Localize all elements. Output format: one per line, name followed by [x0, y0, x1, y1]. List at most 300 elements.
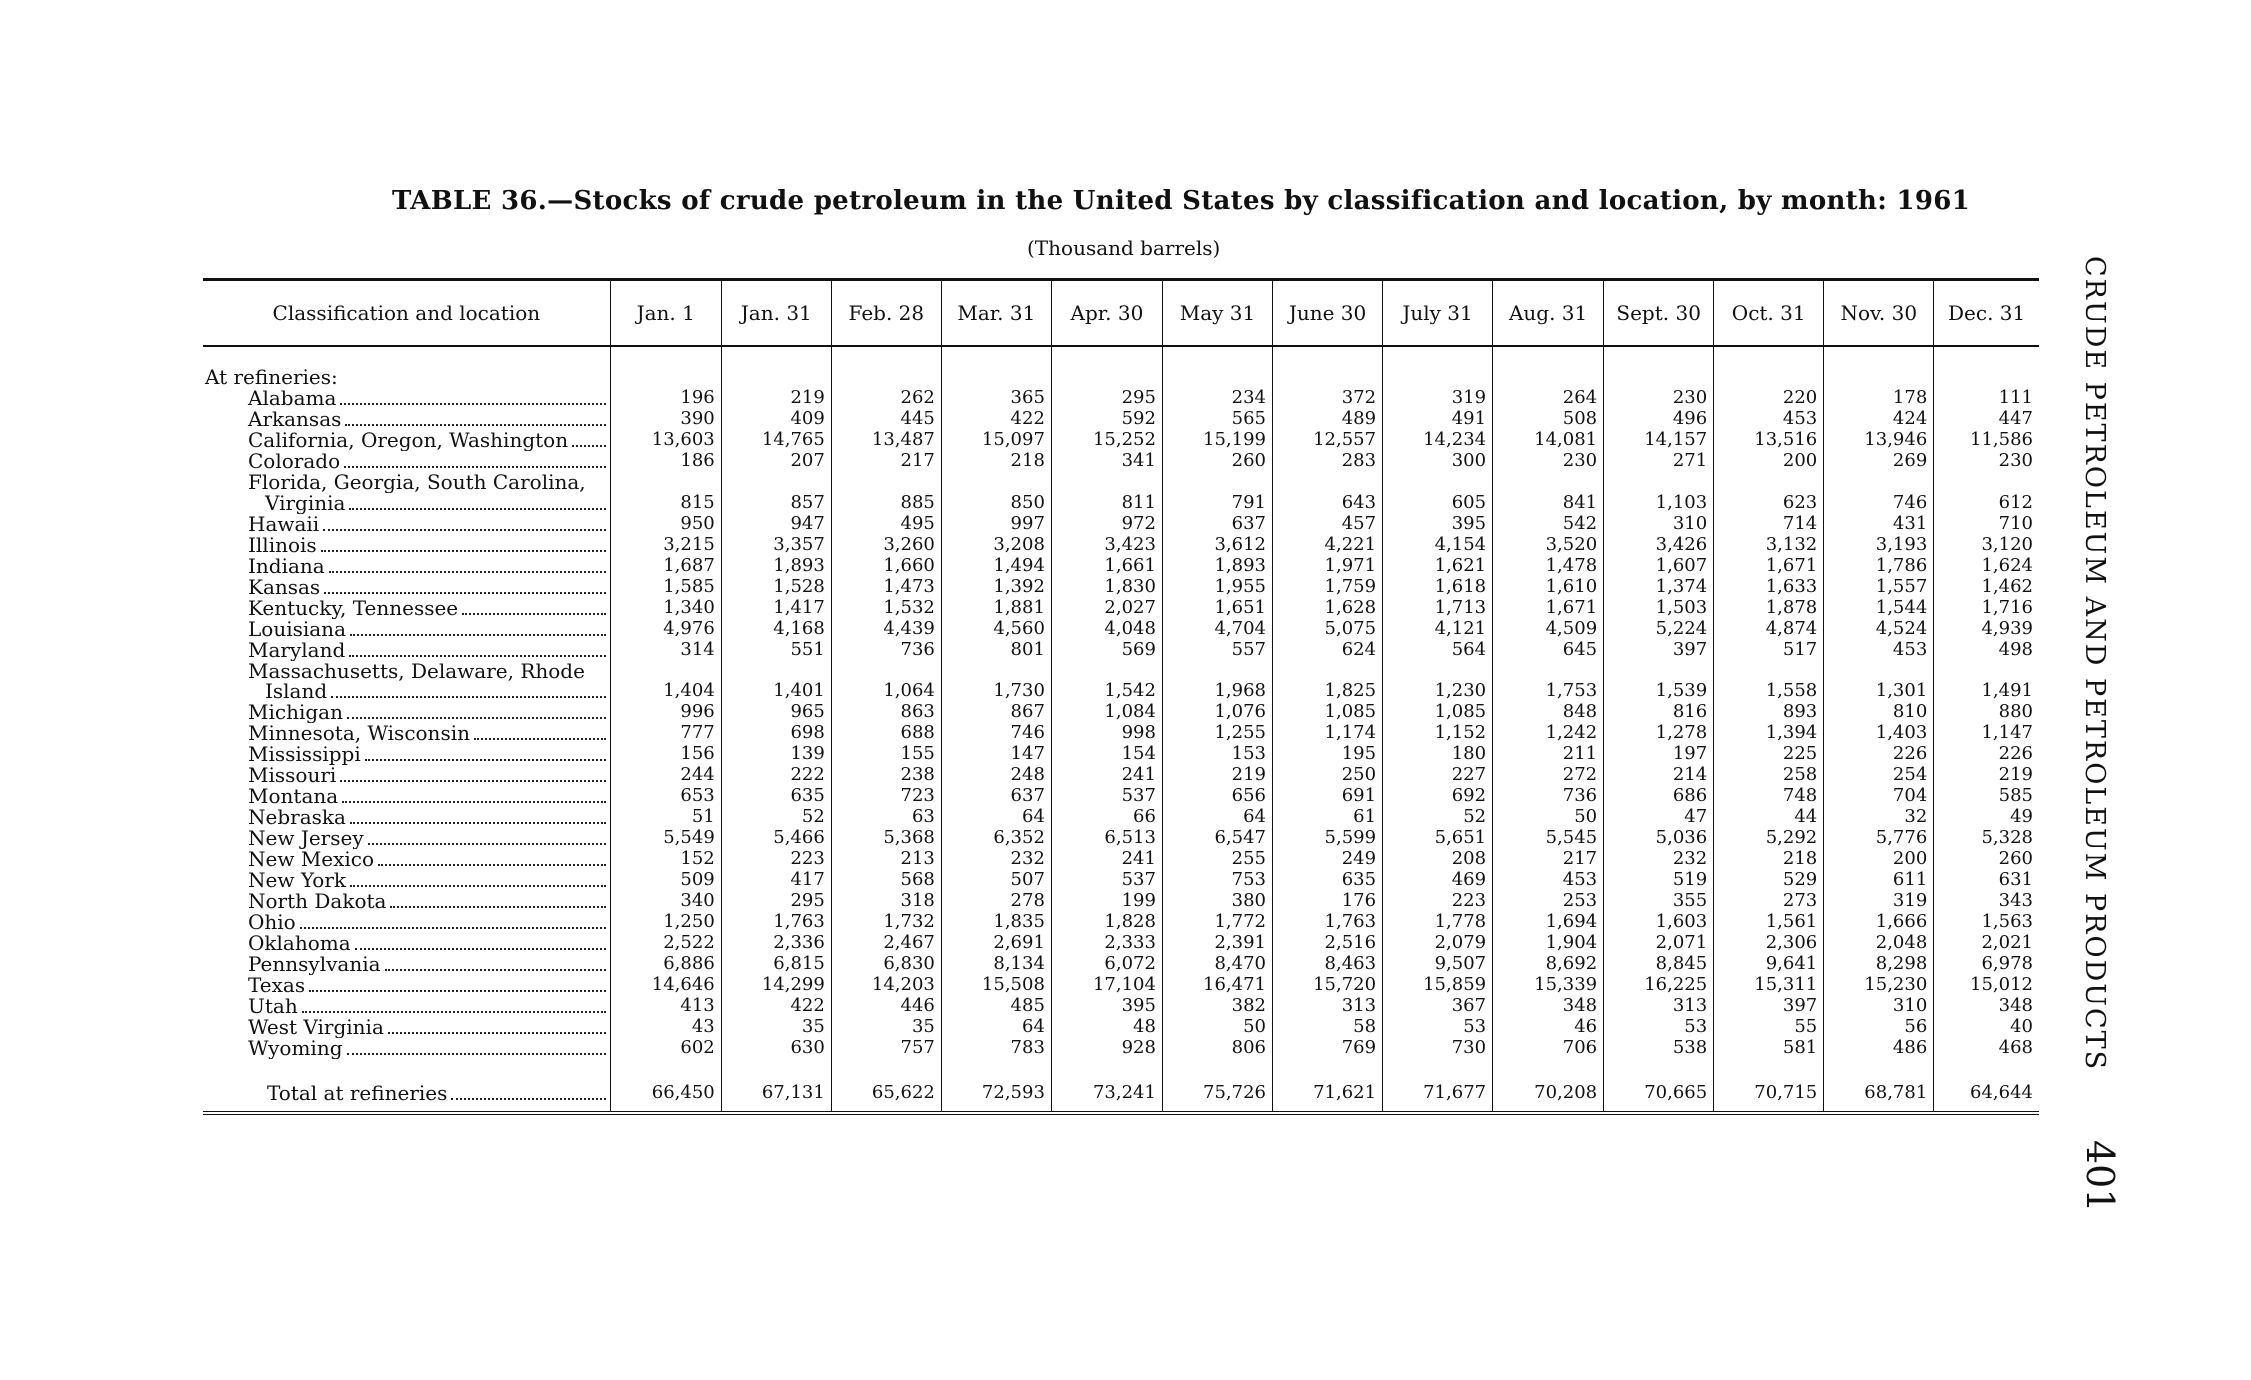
header-dec-31: Dec. 31	[1934, 280, 2039, 347]
table-cell: 14,157	[1604, 430, 1714, 451]
table-cell: 46	[1493, 1017, 1604, 1038]
table-cell: 1,603	[1604, 912, 1714, 933]
table-cell: 810	[1824, 702, 1934, 723]
row-label	[203, 723, 610, 744]
leader-dots	[324, 591, 606, 594]
table-row	[203, 430, 2039, 451]
table-cell: 147	[941, 744, 1051, 765]
table-cell: 53	[1604, 1017, 1714, 1038]
leader-dots	[451, 1097, 605, 1100]
table-cell: 445	[831, 409, 941, 430]
header-apr-30: Apr. 30	[1051, 280, 1162, 347]
table-cell: 746	[941, 723, 1051, 744]
table-cell: 468	[1934, 1038, 2039, 1059]
table-cell: 390	[610, 409, 721, 430]
side-caption: CRUDE PETROLEUM AND PETROLEUM PRODUCTS	[2079, 256, 2110, 1072]
table-cell: 1,633	[1714, 577, 1824, 598]
table-cell: 4,154	[1383, 535, 1493, 556]
section-heading-row	[203, 367, 2039, 388]
table-cell: 111	[1934, 388, 2039, 409]
table-cell: 557	[1162, 640, 1272, 661]
table-cell: 313	[1273, 996, 1383, 1017]
table-cell	[1934, 367, 2039, 388]
row-label	[203, 472, 610, 493]
table-cell: 1,618	[1383, 577, 1493, 598]
table-cell: 65,622	[831, 1069, 941, 1113]
table-cell: 1,076	[1162, 702, 1272, 723]
row-label-text: Arkansas	[248, 408, 342, 430]
table-cell: 1,716	[1934, 598, 2039, 619]
table-row	[203, 744, 2039, 765]
table-cell: 489	[1273, 409, 1383, 430]
table-cell: 1,401	[721, 681, 831, 702]
table-cell: 630	[721, 1038, 831, 1059]
table-cell: 4,168	[721, 619, 831, 640]
table-cell	[1051, 472, 1162, 493]
header-oct-31: Oct. 31	[1714, 280, 1824, 347]
table-cell: 453	[1824, 640, 1934, 661]
table-cell: 867	[941, 702, 1051, 723]
table-cell: 48	[1051, 1017, 1162, 1038]
table-cell	[610, 472, 721, 493]
table-cell: 612	[1934, 493, 2039, 514]
table-cell: 253	[1493, 891, 1604, 912]
table-cell: 35	[831, 1017, 941, 1038]
table-cell: 8,298	[1824, 954, 1934, 975]
table-row	[203, 786, 2039, 807]
table-cell	[1273, 661, 1383, 682]
table-cell: 1,404	[610, 681, 721, 702]
table-cell: 880	[1934, 702, 2039, 723]
table-cell: 380	[1162, 891, 1272, 912]
row-label	[203, 996, 610, 1017]
table-cell: 498	[1934, 640, 2039, 661]
row-label	[203, 1059, 610, 1069]
table-cell: 227	[1383, 765, 1493, 786]
table-cell: 50	[1162, 1017, 1272, 1038]
table-cell: 4,439	[831, 619, 941, 640]
table-cell: 186	[610, 451, 721, 472]
leader-dots	[355, 947, 606, 950]
row-label	[203, 598, 610, 619]
table-cell: 219	[1162, 765, 1272, 786]
table-cell	[610, 346, 721, 367]
row-label	[203, 367, 610, 388]
header-jan-1: Jan. 1	[610, 280, 721, 347]
table-cell: 3,423	[1051, 535, 1162, 556]
table-cell: 70,208	[1493, 1069, 1604, 1113]
table-cell: 1,830	[1051, 577, 1162, 598]
table-cell: 1,661	[1051, 556, 1162, 577]
table-cell	[1162, 1059, 1272, 1069]
row-label-text: Kentucky, Tennessee	[248, 597, 459, 619]
table-cell: 1,230	[1383, 681, 1493, 702]
table-cell: 300	[1383, 451, 1493, 472]
table-cell: 264	[1493, 388, 1604, 409]
row-label-text: Louisiana	[248, 618, 346, 640]
table-cell: 15,252	[1051, 430, 1162, 451]
table-cell: 496	[1604, 409, 1714, 430]
table-cell: 2,467	[831, 933, 941, 954]
table-cell: 1,394	[1714, 723, 1824, 744]
table-cell	[1604, 661, 1714, 682]
table-cell: 585	[1934, 786, 2039, 807]
row-label-text: California, Oregon, Washington	[248, 429, 569, 451]
table-cell: 1,713	[1383, 598, 1493, 619]
table-cell: 53	[1383, 1017, 1493, 1038]
table-cell: 1,610	[1493, 577, 1604, 598]
leader-dots	[388, 1031, 606, 1034]
table-cell	[1162, 661, 1272, 682]
table-cell: 6,886	[610, 954, 721, 975]
table-cell: 8,845	[1604, 954, 1714, 975]
table-cell: 1,392	[941, 577, 1051, 598]
table-cell: 219	[1934, 765, 2039, 786]
table-cell: 637	[1162, 514, 1272, 535]
table-cell: 249	[1273, 849, 1383, 870]
row-label-text: Missouri	[248, 765, 337, 787]
leader-dots	[474, 737, 606, 740]
table-row	[203, 1017, 2039, 1038]
row-label-text: Utah	[248, 996, 298, 1018]
table-cell: 714	[1714, 514, 1824, 535]
table-cell: 517	[1714, 640, 1824, 661]
row-label	[203, 493, 610, 514]
table-cell: 424	[1824, 409, 1934, 430]
table-cell: 72,593	[941, 1069, 1051, 1113]
table-cell: 17,104	[1051, 975, 1162, 996]
leader-dots	[331, 695, 606, 698]
table-cell: 4,509	[1493, 619, 1604, 640]
table-cell: 310	[1824, 996, 1934, 1017]
table-row	[203, 619, 2039, 640]
row-label	[203, 744, 610, 765]
row-label	[203, 807, 610, 828]
table-cell: 35	[721, 1017, 831, 1038]
table-cell: 4,939	[1934, 619, 2039, 640]
row-label	[203, 346, 610, 367]
table-row	[203, 996, 2039, 1017]
table-cell: 314	[610, 640, 721, 661]
table-cell: 4,524	[1824, 619, 1934, 640]
table-cell: 2,336	[721, 933, 831, 954]
table-cell: 686	[1604, 786, 1714, 807]
table-cell: 367	[1383, 996, 1493, 1017]
table-cell: 71,677	[1383, 1069, 1493, 1113]
table-cell: 214	[1604, 765, 1714, 786]
table-cell: 47	[1604, 807, 1714, 828]
leader-dots	[390, 905, 605, 908]
table-cell: 365	[941, 388, 1051, 409]
row-label-text: Alabama	[248, 387, 337, 409]
table-cell: 64	[941, 1017, 1051, 1038]
table-cell: 850	[941, 493, 1051, 514]
table-cell	[831, 661, 941, 682]
table-cell	[1051, 367, 1162, 388]
table-cell: 14,765	[721, 430, 831, 451]
table-cell: 67,131	[721, 1069, 831, 1113]
leader-dots	[321, 549, 606, 552]
table-cell: 260	[1162, 451, 1272, 472]
leader-dots	[347, 1052, 606, 1055]
row-label-text: Nebraska	[248, 807, 346, 829]
row-label	[203, 1038, 610, 1059]
table-cell: 318	[831, 891, 941, 912]
table-cell: 1,557	[1824, 577, 1934, 598]
row-label-text: Florida, Georgia, South Carolina,	[248, 471, 586, 493]
table-cell: 1,624	[1934, 556, 2039, 577]
table-cell: 1,687	[610, 556, 721, 577]
table-cell: 753	[1162, 870, 1272, 891]
table-cell: 71,621	[1273, 1069, 1383, 1113]
table-cell: 848	[1493, 702, 1604, 723]
table-cell: 64	[1162, 807, 1272, 828]
table-cell: 66	[1051, 807, 1162, 828]
table-cell	[1604, 1059, 1714, 1069]
table-cell: 508	[1493, 409, 1604, 430]
table-cell: 815	[610, 493, 721, 514]
header-june-30: June 30	[1273, 280, 1383, 347]
leader-dots	[349, 654, 605, 657]
table-cell	[1934, 1059, 2039, 1069]
table-cell: 691	[1273, 786, 1383, 807]
row-label-text: New Jersey	[248, 828, 364, 850]
table-cell: 1,301	[1824, 681, 1934, 702]
table-cell: 6,547	[1162, 828, 1272, 849]
table-cell: 232	[1604, 849, 1714, 870]
table-row	[203, 723, 2039, 744]
table-cell: 1,152	[1383, 723, 1493, 744]
table-cell	[721, 367, 831, 388]
table-cell: 199	[1051, 891, 1162, 912]
leader-dots	[300, 926, 606, 929]
table-cell: 13,516	[1714, 430, 1824, 451]
table-cell	[1273, 472, 1383, 493]
leader-dots	[329, 570, 606, 573]
table-cell: 341	[1051, 451, 1162, 472]
table-cell: 2,516	[1273, 933, 1383, 954]
leader-dots	[572, 444, 606, 447]
table-cell: 1,473	[831, 577, 941, 598]
table-cell: 14,203	[831, 975, 941, 996]
table-cell: 14,234	[1383, 430, 1493, 451]
table-cell: 51	[610, 807, 721, 828]
table-cell: 893	[1714, 702, 1824, 723]
table-cell: 605	[1383, 493, 1493, 514]
table-cell: 537	[1051, 870, 1162, 891]
table-row	[203, 451, 2039, 472]
table-cell: 3,208	[941, 535, 1051, 556]
table-cell: 1,825	[1273, 681, 1383, 702]
table-cell: 730	[1383, 1038, 1493, 1059]
row-label-text: North Dakota	[248, 891, 387, 913]
table-cell: 791	[1162, 493, 1272, 514]
table-cell: 4,874	[1714, 619, 1824, 640]
table-cell: 777	[610, 723, 721, 744]
table-cell	[1604, 346, 1714, 367]
table-cell: 568	[831, 870, 941, 891]
table-cell	[1162, 346, 1272, 367]
table-cell: 226	[1824, 744, 1934, 765]
table-cell: 611	[1824, 870, 1934, 891]
table-cell: 310	[1604, 514, 1714, 535]
table-cell: 225	[1714, 744, 1824, 765]
table-cell: 3,215	[610, 535, 721, 556]
table-cell: 5,549	[610, 828, 721, 849]
row-label-text: Montana	[248, 786, 339, 808]
table-cell	[1493, 1059, 1604, 1069]
table-cell	[1934, 661, 2039, 682]
row-label-text: At refineries:	[205, 367, 338, 388]
table-cell: 509	[610, 870, 721, 891]
table-cell: 1,732	[831, 912, 941, 933]
table-cell: 218	[941, 451, 1051, 472]
table-cell: 4,704	[1162, 619, 1272, 640]
table-cell	[1714, 367, 1824, 388]
table-cell: 2,048	[1824, 933, 1934, 954]
table-cell: 217	[1493, 849, 1604, 870]
table-cell: 1,103	[1604, 493, 1714, 514]
table-cell: 8,134	[941, 954, 1051, 975]
table-cell: 75,726	[1162, 1069, 1272, 1113]
table-cell: 1,893	[721, 556, 831, 577]
table-cell: 1,893	[1162, 556, 1272, 577]
table-cell: 152	[610, 849, 721, 870]
row-label-text: Mississippi	[248, 744, 361, 766]
table-cell: 1,763	[1273, 912, 1383, 933]
table-cell: 8,463	[1273, 954, 1383, 975]
header-jan-31: Jan. 31	[721, 280, 831, 347]
row-label-text: Minnesota, Wisconsin	[248, 723, 470, 745]
row-label	[203, 451, 610, 472]
table-cell: 295	[1051, 388, 1162, 409]
table-cell	[831, 367, 941, 388]
table-cell: 1,878	[1714, 598, 1824, 619]
leader-dots	[309, 989, 606, 992]
table-cell: 3,357	[721, 535, 831, 556]
table-cell: 180	[1383, 744, 1493, 765]
total-row	[203, 1069, 2039, 1113]
row-label	[203, 933, 610, 954]
table-cell: 495	[831, 514, 941, 535]
table-cell: 5,224	[1604, 619, 1714, 640]
table-cell: 998	[1051, 723, 1162, 744]
table-cell	[831, 346, 941, 367]
row-label-text: Massachusetts, Delaware, Rhode	[248, 660, 585, 682]
table-cell: 1,542	[1051, 681, 1162, 702]
table-cell: 255	[1162, 849, 1272, 870]
table-row	[203, 933, 2039, 954]
table-cell: 260	[1934, 849, 2039, 870]
row-label	[203, 786, 610, 807]
table-cell	[610, 367, 721, 388]
table-cell: 723	[831, 786, 941, 807]
table-cell	[721, 661, 831, 682]
table-cell: 4,976	[610, 619, 721, 640]
table-cell: 3,426	[1604, 535, 1714, 556]
table-cell: 13,946	[1824, 430, 1934, 451]
table-cell	[1493, 367, 1604, 388]
table-cell	[1493, 661, 1604, 682]
table-cell: 783	[941, 1038, 1051, 1059]
table-cell	[831, 1059, 941, 1069]
table-cell: 343	[1934, 891, 2039, 912]
table-cell: 748	[1714, 786, 1824, 807]
table-cell: 5,466	[721, 828, 831, 849]
table-cell: 602	[610, 1038, 721, 1059]
table-cell: 295	[721, 891, 831, 912]
table-row	[203, 514, 2039, 535]
table-cell: 4,560	[941, 619, 1051, 640]
table-cell	[1824, 472, 1934, 493]
table-cell: 422	[721, 996, 831, 1017]
table-cell: 2,071	[1604, 933, 1714, 954]
row-label	[203, 828, 610, 849]
table-cell: 6,815	[721, 954, 831, 975]
table-cell: 5,075	[1273, 619, 1383, 640]
leader-dots	[365, 758, 606, 761]
table-cell: 653	[610, 786, 721, 807]
table-cell: 319	[1824, 891, 1934, 912]
table-row	[203, 577, 2039, 598]
header-may-31: May 31	[1162, 280, 1272, 347]
table-cell: 6,352	[941, 828, 1051, 849]
table-cell: 153	[1162, 744, 1272, 765]
table-cell: 1,730	[941, 681, 1051, 702]
leader-dots	[349, 507, 605, 510]
table-cell: 44	[1714, 807, 1824, 828]
row-label	[203, 640, 610, 661]
table-cell: 710	[1934, 514, 2039, 535]
table-cell: 272	[1493, 765, 1604, 786]
page-number: 401	[2078, 1140, 2122, 1213]
table-cell: 1,064	[831, 681, 941, 702]
table-cell: 3,132	[1714, 535, 1824, 556]
table-cell: 200	[1824, 849, 1934, 870]
leader-dots	[302, 1010, 606, 1013]
table-cell: 43	[610, 1017, 721, 1038]
table-cell: 635	[721, 786, 831, 807]
table-cell: 1,242	[1493, 723, 1604, 744]
table-cell: 176	[1273, 891, 1383, 912]
table-cell: 637	[941, 786, 1051, 807]
table-cell: 592	[1051, 409, 1162, 430]
table-cell: 217	[831, 451, 941, 472]
table-cell: 2,333	[1051, 933, 1162, 954]
table-cell: 1,417	[721, 598, 831, 619]
table-cell: 1,651	[1162, 598, 1272, 619]
table-cell: 565	[1162, 409, 1272, 430]
row-label	[203, 954, 610, 975]
table-cell: 1,563	[1934, 912, 2039, 933]
table-cell: 519	[1604, 870, 1714, 891]
table-body	[203, 346, 2039, 1113]
table-cell	[1824, 661, 1934, 682]
table-row	[203, 493, 2039, 514]
table-cell: 1,250	[610, 912, 721, 933]
table-cell	[1824, 1059, 1934, 1069]
table-cell: 262	[831, 388, 941, 409]
table-cell: 1,666	[1824, 912, 1934, 933]
table-cell: 1,778	[1383, 912, 1493, 933]
table-cell: 692	[1383, 786, 1493, 807]
leader-dots	[347, 716, 606, 719]
table-cell	[1493, 472, 1604, 493]
header-aug-31: Aug. 31	[1493, 280, 1604, 347]
table-cell: 453	[1493, 870, 1604, 891]
table-cell: 213	[831, 849, 941, 870]
leader-dots	[368, 842, 606, 845]
